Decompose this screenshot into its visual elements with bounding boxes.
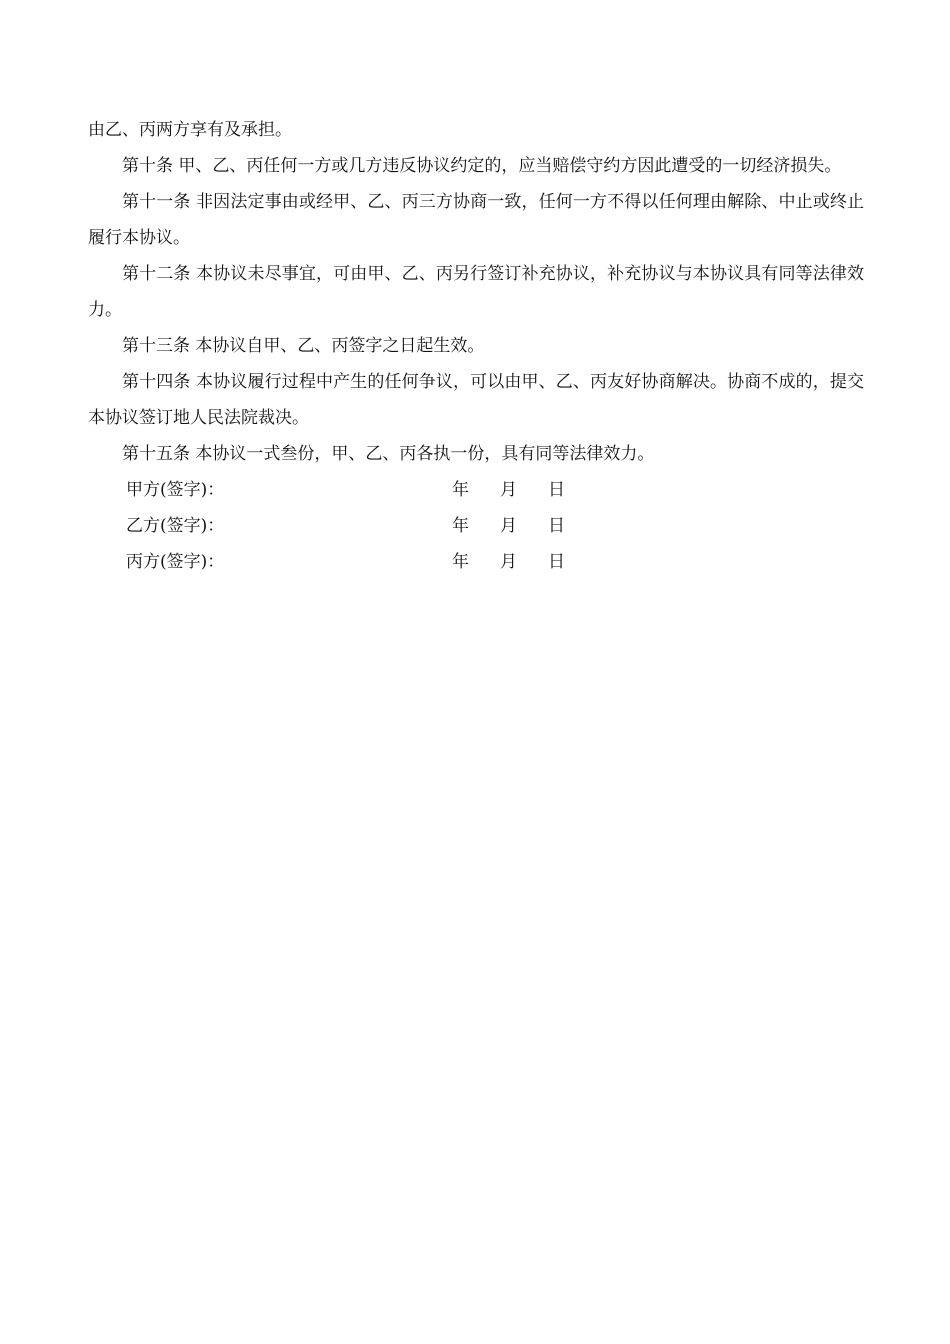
article-10: 第十条 甲、乙、丙任何一方或几方违反协议约定的，应当赔偿守约方因此遭受的一切经济损失。 <box>122 156 842 176</box>
signature-label: 甲方(签字)： <box>126 480 225 500</box>
date-year: 年 <box>452 480 469 500</box>
article-13: 第十三条 本协议自甲、乙、丙签字之日起生效。 <box>122 336 485 356</box>
article-12: 第十二条 本协议未尽事宜，可由甲、乙、丙另行签订补充协议，补充协议与本协议具有同等法律效力。 <box>88 264 864 320</box>
signature-date <box>452 508 565 544</box>
article-11: 第十一条 非因法定事由或经甲、乙、丙三方协商一致，任何一方不得以任何理由解除、中止或终止履行本协议。 <box>88 192 864 248</box>
document-body <box>88 112 864 580</box>
date-month: 月 <box>500 552 517 572</box>
date-month: 月 <box>500 480 517 500</box>
signature-line-party-c <box>88 544 864 580</box>
date-month: 月 <box>500 516 517 536</box>
signature-line-party-b <box>88 508 864 544</box>
signature-date <box>452 544 565 580</box>
signature-label: 丙方(签字)： <box>126 552 225 572</box>
article-15: 第十五条 本协议一式叁份，甲、乙、丙各执一份，具有同等法律效力。 <box>122 444 655 464</box>
date-year: 年 <box>452 516 469 536</box>
date-day: 日 <box>548 480 565 500</box>
signature-label: 乙方(签字)： <box>126 516 225 536</box>
signature-line-party-a <box>88 472 864 508</box>
date-day: 日 <box>548 516 565 536</box>
article-14: 第十四条 本协议履行过程中产生的任何争议，可以由甲、乙、丙友好协商解决。协商不成的，提交本协议签订地人民法院裁决。 <box>88 372 864 428</box>
paragraph-continuation: 由乙、丙两方享有及承担。 <box>88 120 292 140</box>
date-year: 年 <box>452 552 469 572</box>
date-day: 日 <box>548 552 565 572</box>
signature-date <box>452 472 565 508</box>
